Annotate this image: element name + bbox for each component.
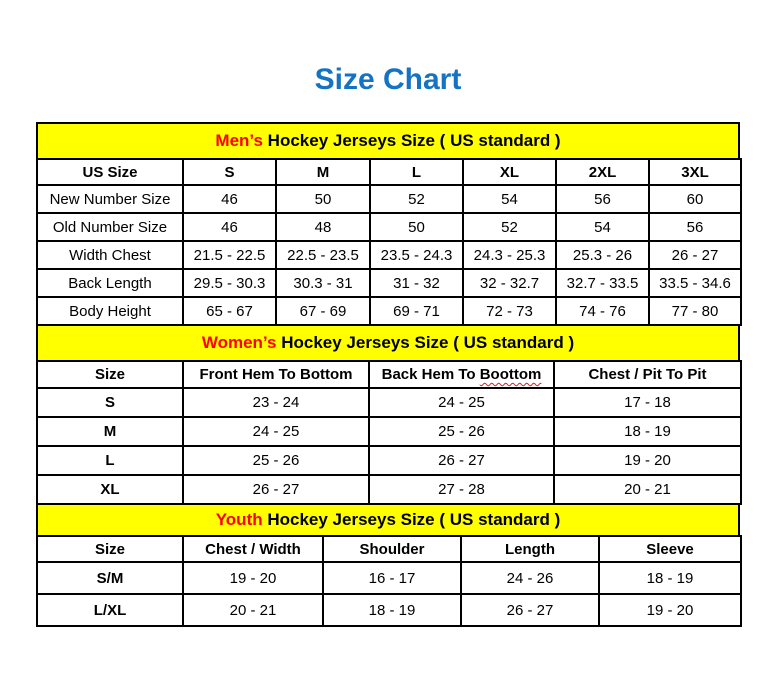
row-label: M — [37, 417, 183, 446]
column-header: Front Hem To Bottom — [183, 361, 369, 388]
value-cell: 25 - 26 — [183, 446, 369, 475]
table-row — [37, 446, 741, 475]
value-cell: 21.5 - 22.5 — [183, 241, 276, 269]
misspelled-word: Boottom — [479, 366, 542, 383]
value-cell: 25 - 26 — [369, 417, 554, 446]
value-cell: 17 - 18 — [554, 388, 741, 417]
table-row — [37, 213, 741, 241]
table-row — [37, 562, 741, 594]
value-cell: 48 — [276, 213, 370, 241]
row-label: Old Number Size — [37, 213, 183, 241]
table-row — [37, 388, 741, 417]
value-cell: 18 - 19 — [554, 417, 741, 446]
value-cell: 69 - 71 — [370, 297, 463, 325]
column-header — [369, 361, 554, 388]
value-cell: 24 - 26 — [461, 562, 599, 594]
value-cell: 56 — [649, 213, 741, 241]
mens-banner-text: Hockey Jerseys Size ( US standard ) — [262, 131, 561, 150]
value-cell: 26 - 27 — [649, 241, 741, 269]
value-cell: 24 - 25 — [183, 417, 369, 446]
mens-section-banner — [36, 122, 740, 160]
value-cell: 24.3 - 25.3 — [463, 241, 556, 269]
row-label: New Number Size — [37, 185, 183, 213]
womens-banner-text: Hockey Jerseys Size ( US standard ) — [276, 333, 575, 352]
value-cell: 23.5 - 24.3 — [370, 241, 463, 269]
column-header: L — [370, 159, 463, 185]
womens-size-table — [36, 360, 742, 505]
youth-section-banner — [36, 503, 740, 537]
column-header: XL — [463, 159, 556, 185]
value-cell: 46 — [183, 213, 276, 241]
value-cell: 32 - 32.7 — [463, 269, 556, 297]
column-header: Shoulder — [323, 536, 461, 562]
row-label: S — [37, 388, 183, 417]
row-label: L — [37, 446, 183, 475]
value-cell: 54 — [463, 185, 556, 213]
column-header: 3XL — [649, 159, 741, 185]
youth-banner-highlight: Youth — [215, 510, 263, 529]
table-row — [37, 269, 741, 297]
value-cell: 26 - 27 — [461, 594, 599, 626]
value-cell: 20 - 21 — [554, 475, 741, 504]
row-label: Back Length — [37, 269, 183, 297]
column-header: Size — [37, 536, 183, 562]
size-chart-tables — [36, 122, 740, 627]
mens-header-row — [37, 159, 741, 185]
womens-header-row — [37, 361, 741, 388]
value-cell: 52 — [370, 185, 463, 213]
womens-banner-highlight: Women’s — [201, 333, 277, 352]
youth-banner-text: Hockey Jerseys Size ( US standard ) — [262, 510, 561, 529]
table-row — [37, 594, 741, 626]
value-cell: 20 - 21 — [183, 594, 323, 626]
column-header: Sleeve — [599, 536, 741, 562]
value-cell: 26 - 27 — [369, 446, 554, 475]
value-cell: 29.5 - 30.3 — [183, 269, 276, 297]
womens-section-banner — [36, 324, 740, 362]
value-cell: 46 — [183, 185, 276, 213]
column-header-text: Back Hem To — [381, 366, 480, 383]
value-cell: 19 - 20 — [554, 446, 741, 475]
value-cell: 65 - 67 — [183, 297, 276, 325]
youth-size-table — [36, 535, 742, 627]
row-label: Width Chest — [37, 241, 183, 269]
value-cell: 50 — [370, 213, 463, 241]
column-header: S — [183, 159, 276, 185]
youth-header-row — [37, 536, 741, 562]
value-cell: 33.5 - 34.6 — [649, 269, 741, 297]
value-cell: 27 - 28 — [369, 475, 554, 504]
value-cell: 25.3 - 26 — [556, 241, 649, 269]
column-header: 2XL — [556, 159, 649, 185]
table-row — [37, 475, 741, 504]
value-cell: 67 - 69 — [276, 297, 370, 325]
value-cell: 54 — [556, 213, 649, 241]
page-title: Size Chart — [314, 63, 462, 96]
value-cell: 18 - 19 — [323, 594, 461, 626]
mens-size-table — [36, 158, 742, 326]
row-label: XL — [37, 475, 183, 504]
value-cell: 18 - 19 — [599, 562, 741, 594]
value-cell: 22.5 - 23.5 — [276, 241, 370, 269]
column-header: US Size — [37, 159, 183, 185]
value-cell: 30.3 - 31 — [276, 269, 370, 297]
table-row — [37, 241, 741, 269]
row-label: S/M — [37, 562, 183, 594]
table-row — [37, 297, 741, 325]
value-cell: 16 - 17 — [323, 562, 461, 594]
row-label: Body Height — [37, 297, 183, 325]
column-header: Length — [461, 536, 599, 562]
value-cell: 74 - 76 — [556, 297, 649, 325]
column-header: Chest / Pit To Pit — [554, 361, 741, 388]
table-row — [37, 417, 741, 446]
column-header: M — [276, 159, 370, 185]
mens-banner-highlight: Men’s — [215, 131, 263, 150]
value-cell: 24 - 25 — [369, 388, 554, 417]
value-cell: 31 - 32 — [370, 269, 463, 297]
value-cell: 72 - 73 — [463, 297, 556, 325]
value-cell: 77 - 80 — [649, 297, 741, 325]
column-header: Size — [37, 361, 183, 388]
row-label: L/XL — [37, 594, 183, 626]
value-cell: 23 - 24 — [183, 388, 369, 417]
table-row — [37, 185, 741, 213]
value-cell: 50 — [276, 185, 370, 213]
value-cell: 32.7 - 33.5 — [556, 269, 649, 297]
value-cell: 60 — [649, 185, 741, 213]
value-cell: 19 - 20 — [599, 594, 741, 626]
value-cell: 52 — [463, 213, 556, 241]
value-cell: 26 - 27 — [183, 475, 369, 504]
value-cell: 19 - 20 — [183, 562, 323, 594]
column-header: Chest / Width — [183, 536, 323, 562]
value-cell: 56 — [556, 185, 649, 213]
